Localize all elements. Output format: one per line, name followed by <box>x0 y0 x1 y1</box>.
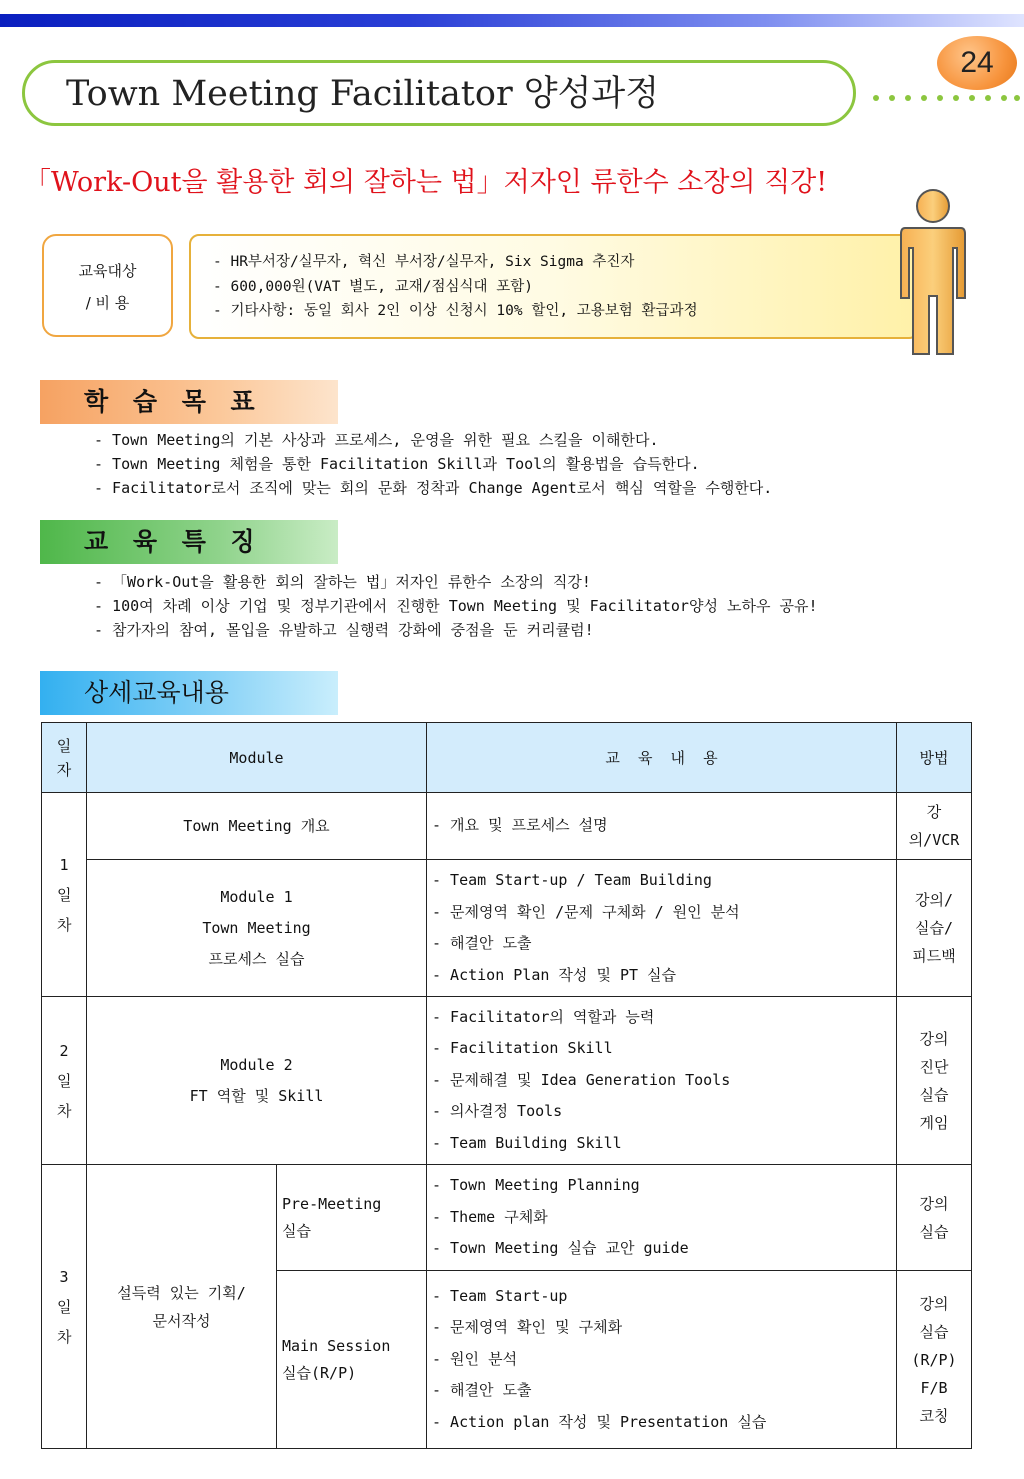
method-line: 강의 <box>919 1029 949 1048</box>
content-item: - 문제영역 확인 및 구체화 <box>432 1318 623 1337</box>
content-item: - 원인 분석 <box>432 1349 518 1368</box>
content-item: - Facilitator의 역할과 능력 <box>432 1007 655 1026</box>
method-line: 진단 <box>919 1057 949 1076</box>
submodule-line: Pre-Meeting <box>282 1194 382 1213</box>
goals-list <box>94 428 772 500</box>
method-line: 게임 <box>919 1113 949 1132</box>
list-item: - 「Work-Out을 활용한 회의 잘하는 법」저자인 류한수 소장의 직강! <box>94 573 591 591</box>
list-item: - 100여 차례 이상 기업 및 정부기관에서 진행한 Town Meeting 및 Facilitator양성 노하우 공유! <box>94 597 818 615</box>
submodule-line: Main Session <box>282 1336 391 1355</box>
list-item: - Town Meeting 체험을 통한 Facilitation Skill과 Tool의 활용법을 습득한다. <box>94 455 700 473</box>
table-row <box>42 997 972 1165</box>
module-line: 설득력 있는 기획/ <box>117 1283 246 1302</box>
header-content: 교 육 내 용 <box>427 723 897 793</box>
top-gradient-bar <box>0 14 1024 27</box>
info-label-line2: / 비 용 <box>85 294 130 312</box>
method-line: 실습 <box>919 1085 949 1104</box>
content-item: - 개요 및 프로세스 설명 <box>432 816 608 835</box>
table-row <box>42 1165 972 1271</box>
headline: 「Work-Out을 활용한 회의 잘하는 법」저자인 류한수 소장의 직강! <box>24 167 828 198</box>
page-number-badge: 24 <box>937 36 1017 90</box>
day-cell: 2일차 <box>42 997 87 1165</box>
submodule-cell <box>277 1165 427 1271</box>
header-day: 일자 <box>42 723 87 793</box>
table-header-row <box>42 723 972 793</box>
page-title: Town Meeting Facilitator 양성과정 <box>66 74 660 114</box>
method-line: F/B <box>920 1378 948 1397</box>
content-cell <box>427 793 897 860</box>
info-line: - HR부서장/실무자, 혁신 부서장/실무자, Six Sigma 추진자 <box>213 254 635 270</box>
content-cell <box>427 860 897 997</box>
method-line: 실습 <box>919 1222 949 1241</box>
method-cell <box>897 860 972 997</box>
content-item: - Action Plan 작성 및 PT 실습 <box>432 965 677 984</box>
content-item: - Town Meeting Planning <box>432 1176 640 1195</box>
detail-section-title: 상세교육내용 <box>40 671 338 715</box>
schedule-table <box>41 722 972 1449</box>
info-line: - 기타사항: 동일 회사 2인 이상 신청시 10% 할인, 고용보험 환급과정 <box>213 303 698 319</box>
header-method: 방법 <box>897 723 972 793</box>
info-box <box>189 234 919 339</box>
content-item: - 해결안 도출 <box>432 934 532 952</box>
day-cell: 1일차 <box>42 793 87 997</box>
info-line: - 600,000원(VAT 별도, 교재/점심식대 포함) <box>213 278 533 295</box>
content-item: - 의사결정 Tools <box>432 1102 563 1121</box>
content-item: - 문제영역 확인 /문제 구체화 / 원인 분석 <box>432 902 740 921</box>
method-line: (R/P) <box>911 1350 957 1369</box>
features-section-title: 교 육 특 징 <box>40 520 338 564</box>
submodule-line: 실습 <box>282 1221 311 1240</box>
method-line: 실습/ <box>914 919 953 937</box>
method-line: 피드백 <box>912 947 956 965</box>
module-line: Module 1 <box>220 887 293 906</box>
content-item: - Town Meeting 실습 교안 guide <box>432 1239 689 1258</box>
info-label-line1: 교육대상 <box>78 262 137 280</box>
day-cell: 3일차 <box>42 1165 87 1449</box>
header-module: Module <box>87 723 427 793</box>
content-cell <box>427 1165 897 1271</box>
table-row <box>42 860 972 997</box>
table-row <box>42 793 972 860</box>
method-line: 코칭 <box>919 1406 949 1425</box>
module-line: FT 역할 및 Skill <box>189 1086 324 1105</box>
method-line: 강의 <box>919 1294 949 1313</box>
method-cell <box>897 1271 972 1449</box>
module-line: Module 2 <box>220 1055 293 1074</box>
dotted-leader <box>870 90 1020 104</box>
person-icon <box>893 188 973 358</box>
content-cell <box>427 997 897 1165</box>
method-cell: 강의/VCR <box>897 793 972 860</box>
module-line: 문서작성 <box>152 1311 211 1330</box>
list-item: - Town Meeting의 기본 사상과 프로세스, 운영을 위한 필요 스킬을 이해한다. <box>94 431 659 449</box>
content-item: - 해결안 도출 <box>432 1381 532 1400</box>
list-item: - 참가자의 참여, 몰입을 유발하고 실행력 강화에 중점을 둔 커리큘럼! <box>94 621 594 639</box>
module-cell <box>87 1165 277 1449</box>
module-cell <box>87 860 427 997</box>
goals-section-title: 학 습 목 표 <box>40 380 338 424</box>
content-item: - Facilitation Skill <box>432 1039 613 1058</box>
content-cell <box>427 1271 897 1449</box>
features-list <box>94 570 817 642</box>
content-item: - Team Building Skill <box>432 1133 622 1152</box>
list-item: - Facilitator로서 조직에 맞는 회의 문화 정착과 Change Agent로서 핵심 역할을 수행한다. <box>94 479 773 497</box>
content-item: - Team Start-up <box>432 1286 568 1305</box>
method-line: 강의 <box>919 1194 949 1213</box>
module-line: 프로세스 실습 <box>208 949 305 968</box>
method-line: 강의/ <box>914 891 953 909</box>
method-line: 실습 <box>919 1322 949 1341</box>
content-item: - Theme 구체화 <box>432 1207 548 1226</box>
submodule-cell <box>277 1271 427 1449</box>
submodule-line: 실습(R/P) <box>282 1363 357 1382</box>
module-cell: Town Meeting 개요 <box>87 793 427 860</box>
content-item: - Team Start-up / Team Building <box>432 871 712 889</box>
method-cell <box>897 997 972 1165</box>
content-item: - 문제해결 및 Idea Generation Tools <box>432 1070 731 1089</box>
info-label <box>42 234 173 337</box>
content-item: - Action plan 작성 및 Presentation 실습 <box>432 1412 767 1431</box>
module-cell <box>87 997 427 1165</box>
method-cell <box>897 1165 972 1271</box>
module-line: Town Meeting <box>202 918 311 937</box>
